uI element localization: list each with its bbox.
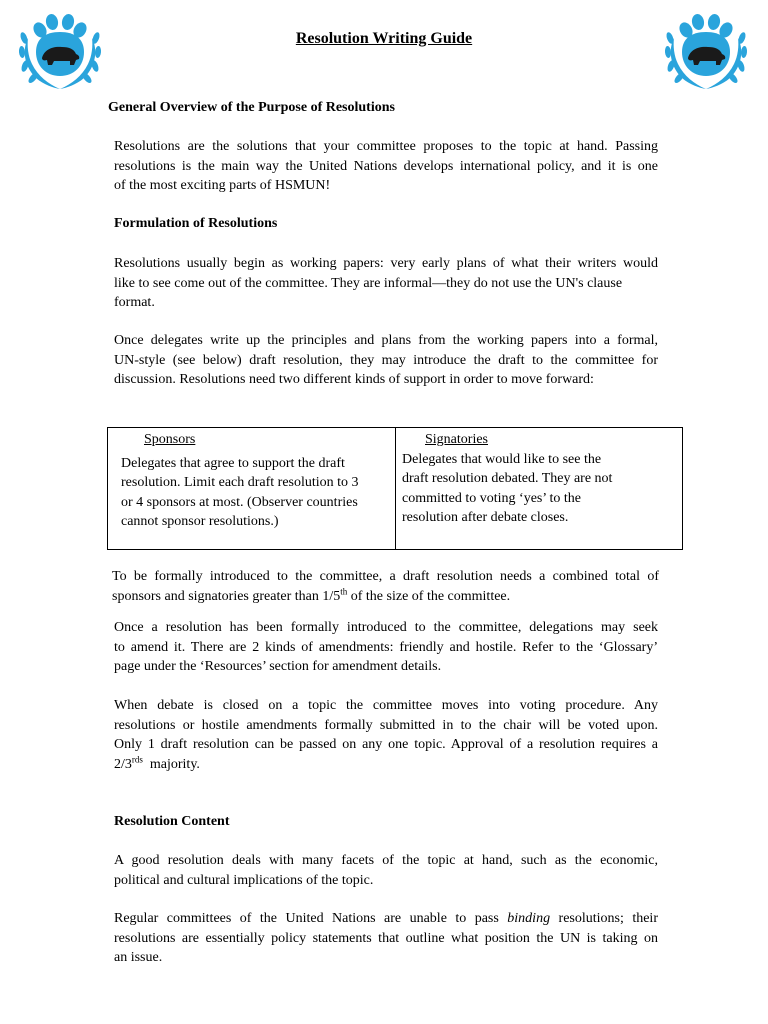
introduction-paragraph	[112, 567, 659, 606]
introduction-line: sponsors and signatories greater than 1/5th of the size of the committee.	[112, 585, 511, 604]
content-paragraph-2	[114, 909, 658, 968]
voting-line: resolutions or hostile amendments formally submitted in to the chair will be voted upon.	[114, 717, 658, 733]
overview-line: Resolutions are the solutions that your committee proposes to the topic at hand. Passing	[114, 139, 658, 154]
content-line: A good resolution deals with many facets of the topic at hand, such as the economic,	[114, 853, 658, 868]
voting-line: $2/3^{rds}$ majority.	[114, 753, 200, 772]
voting-line: Only 1 draft resolution can be passed on any one topic. Approval of a resolution requires a	[114, 737, 658, 752]
content-line: Regular committees of the United Nations are unable to pass binding resolutions; their	[114, 911, 658, 926]
content-line: an issue.	[114, 950, 163, 965]
voting-paragraph	[114, 696, 658, 774]
amendment-line: Once a resolution has been formally introduced to the committee, delegations may seek	[114, 620, 658, 635]
sponsors-header: Sponsors	[144, 432, 196, 447]
amendment-line: page under the ‘Resources’ section for amendment details.	[114, 659, 442, 674]
signatories-cell	[396, 428, 683, 550]
overview-line: of the most exciting parts of HSMUN!	[114, 178, 331, 193]
formulation-line: Resolutions usually begin as working papers: very early plans of what their writers would	[114, 256, 658, 271]
support-table	[107, 427, 683, 550]
formulation-line: UN-style (see below) draft resolution, they may introduce the draft to the committee for	[114, 352, 658, 368]
sponsors-cell	[108, 428, 396, 550]
signatories-line: draft resolution debated. They are not	[402, 471, 613, 486]
superscript-rds: rds	[131, 753, 143, 764]
formulation-line: format.	[114, 295, 155, 310]
content-line: political and cultural implications of the topic.	[114, 872, 374, 888]
signatories-header: Signatories	[425, 432, 488, 447]
overview-heading: General Overview of the Purpose of Resolutions	[108, 100, 395, 115]
formulation-paragraph-2	[114, 331, 658, 390]
formulation-line: like to see come out of the committee. They are informal—they do not use the UN's clause	[114, 275, 623, 291]
signatories-line: Delegates that would like to see the	[402, 451, 602, 467]
formulation-line: discussion. Resolutions need two different kinds of support in order to move forward:	[114, 372, 594, 387]
emphasis-binding: binding	[507, 911, 551, 926]
overview-line: resolutions is the main way the United Nations develops international policy, and it is one	[114, 158, 658, 174]
signatories-line: committed to voting ‘yes’ to the	[402, 490, 581, 506]
sponsors-line: cannot sponsor resolutions.)	[121, 514, 279, 529]
superscript-th: th	[340, 585, 348, 596]
sponsors-line: or 4 sponsors at most. (Observer countries	[121, 494, 358, 510]
hsmun-logo-right-icon	[660, 8, 752, 92]
signatories-line: resolution after debate closes.	[402, 510, 569, 525]
content-paragraph-1	[114, 851, 658, 890]
formulation-line: Once delegates write up the principles and plans from the working papers into a formal,	[114, 333, 658, 348]
overview-paragraph	[114, 137, 658, 196]
sponsors-line: Delegates that agree to support the draft	[121, 455, 345, 471]
amendment-paragraph	[114, 618, 658, 677]
document-title: Resolution Writing Guide	[295, 30, 473, 47]
content-line: resolutions are essentially policy statements that outline what position the UN is taking on	[114, 930, 658, 946]
sponsors-line: resolution. Limit each draft resolution to 3	[121, 475, 359, 490]
amendment-line: to amend it. There are 2 kinds of amendments: friendly and hostile. Refer to the ‘Glossary’	[114, 639, 658, 655]
hsmun-logo-left-icon	[14, 8, 106, 92]
introduction-line: To be formally introduced to the committee, a draft resolution needs a combined total of	[112, 569, 659, 584]
content-heading: Resolution Content	[114, 814, 230, 829]
formulation-heading: Formulation of Resolutions	[114, 216, 278, 231]
formulation-paragraph-1	[114, 254, 658, 313]
voting-line: When debate is closed on a topic the committee moves into voting procedure. Any	[114, 698, 658, 713]
